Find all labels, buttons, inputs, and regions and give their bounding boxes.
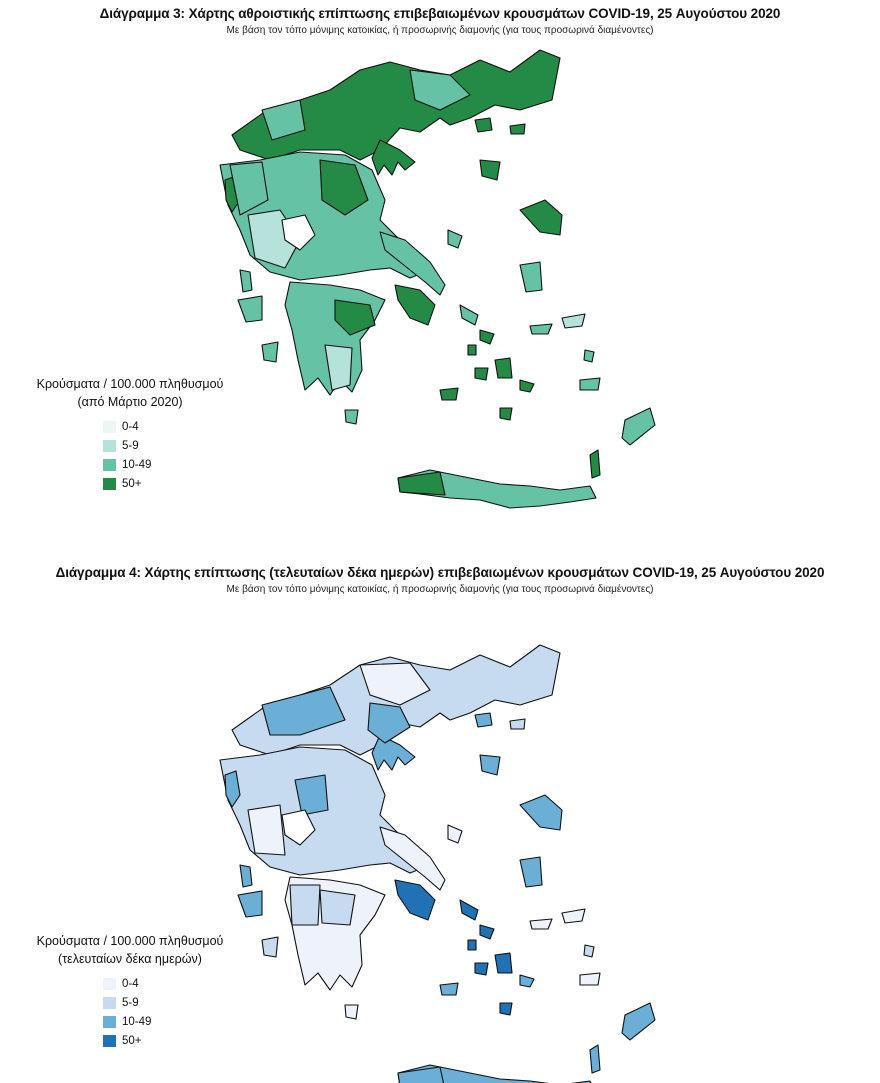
legend-label: 10-49 — [122, 1015, 152, 1028]
region-samothraki — [510, 124, 525, 134]
legend-label: 5-9 — [122, 996, 139, 1009]
region-naxos — [495, 953, 512, 973]
region-chios — [520, 262, 542, 292]
region-santorini — [500, 1003, 512, 1015]
region-amorgos — [520, 380, 534, 392]
region-chalkidiki — [372, 140, 415, 175]
legend-label: 50+ — [122, 1034, 142, 1047]
legend-label: 0-4 — [122, 977, 139, 990]
region-thasos — [475, 118, 492, 132]
region-kos — [580, 378, 600, 390]
legend-title-line1: Κρούσματα / 100.000 πληθυσμού — [36, 377, 224, 391]
region-kos — [580, 973, 600, 985]
legend-item — [103, 1031, 245, 1050]
region-andros — [460, 900, 478, 920]
region-lesvos — [520, 795, 562, 830]
last-ten-days-map-panel — [0, 555, 880, 1083]
legend-title-line1: Κρούσματα / 100.000 πληθυσμού — [36, 934, 224, 948]
region-syros — [468, 940, 476, 950]
region-patmos — [584, 945, 594, 957]
legend-item — [103, 436, 245, 455]
region-kythera — [345, 410, 358, 424]
legend-label: 50+ — [122, 477, 142, 490]
legend-swatch — [103, 440, 116, 452]
region-tinos — [480, 330, 494, 344]
legend-item — [103, 974, 245, 993]
region-rhodes — [622, 408, 655, 445]
region-milos — [440, 983, 458, 995]
region-ikaria — [530, 324, 552, 334]
region-samos — [562, 314, 585, 328]
region-skyros — [448, 825, 462, 843]
region-kythera — [345, 1005, 358, 1019]
region-samothraki — [510, 719, 525, 729]
map-title: Διάγραμμα 3: Χάρτης αθροιστικής επίπτωσης επιβεβαιωμένων κρουσμάτων COVID-19, 25 Αυγούστου 2020 — [99, 6, 781, 21]
legend-title-line2: (τελευταίων δέκα ημερών) — [58, 952, 202, 966]
map-legend — [15, 375, 245, 493]
legend-item — [103, 993, 245, 1012]
region-kefalonia — [238, 296, 262, 322]
region-zakynthos — [262, 937, 278, 957]
subregion-ilia — [290, 885, 320, 925]
region-thasos — [475, 713, 492, 727]
region-santorini — [500, 408, 512, 420]
region-chios — [520, 857, 542, 887]
region-ikaria — [530, 919, 552, 929]
legend-label: 0-4 — [122, 420, 139, 433]
subregion-arcadia — [320, 890, 355, 925]
region-paros — [475, 963, 488, 975]
legend-label: 10-49 — [122, 458, 152, 471]
region-chalkidiki — [372, 735, 415, 770]
region-amorgos — [520, 975, 534, 987]
region-paros — [475, 368, 488, 380]
region-rhodes — [622, 1003, 655, 1040]
subregion-chania — [398, 472, 445, 495]
legend-swatch — [103, 978, 116, 990]
region-attica — [395, 880, 435, 920]
legend-title-line2: (από Μάρτιο 2020) — [77, 395, 183, 409]
region-patmos — [584, 350, 594, 362]
legend-swatch — [103, 997, 116, 1009]
legend-swatch — [103, 478, 116, 490]
region-andros — [460, 305, 478, 325]
region-karpathos — [590, 450, 600, 478]
legend-swatch — [103, 1035, 116, 1047]
region-milos — [440, 388, 458, 400]
legend-item — [103, 1012, 245, 1031]
legend-item — [103, 455, 245, 474]
legend-item — [103, 417, 245, 436]
legend-item — [103, 474, 245, 493]
region-kefalonia — [238, 891, 262, 917]
legend-swatch — [103, 421, 116, 433]
region-lemnos — [480, 160, 500, 180]
legend-swatch — [103, 459, 116, 471]
subregion-chania — [398, 1067, 445, 1083]
region-naxos — [495, 358, 512, 378]
map-legend — [15, 932, 245, 1050]
legend-label: 5-9 — [122, 439, 139, 452]
region-lefkada — [240, 270, 252, 292]
region-tinos — [480, 925, 494, 939]
map-subtitle: Με βάση τον τόπο μόνιμης κατοικίας, ή προσωρινής διαμονής (για τους προσωρινά διαμένοντες) — [226, 25, 654, 36]
legend-swatch — [103, 1016, 116, 1028]
region-skyros — [448, 230, 462, 248]
region-lefkada — [240, 865, 252, 887]
region-attica — [395, 285, 435, 325]
region-syros — [468, 345, 476, 355]
legend-items — [103, 974, 245, 1050]
region-samos — [562, 909, 585, 923]
map-title: Διάγραμμα 4: Χάρτης επίπτωσης (τελευταίων δέκα ημερών) επιβεβαιωμένων κρουσμάτων COVID-19, 25 Αυγούστου 2020 — [55, 565, 825, 580]
subregion-aitoloakarnania — [248, 805, 285, 855]
cumulative-map-panel — [0, 0, 880, 540]
map-subtitle: Με βάση τον τόπο μόνιμης κατοικίας, ή προσωρινής διαμονής (για τους προσωρινά διαμένοντες) — [226, 584, 654, 595]
region-karpathos — [590, 1045, 600, 1073]
region-zakynthos — [262, 342, 278, 362]
region-lesvos — [520, 200, 562, 235]
region-lemnos — [480, 755, 500, 775]
legend-items — [103, 417, 245, 493]
